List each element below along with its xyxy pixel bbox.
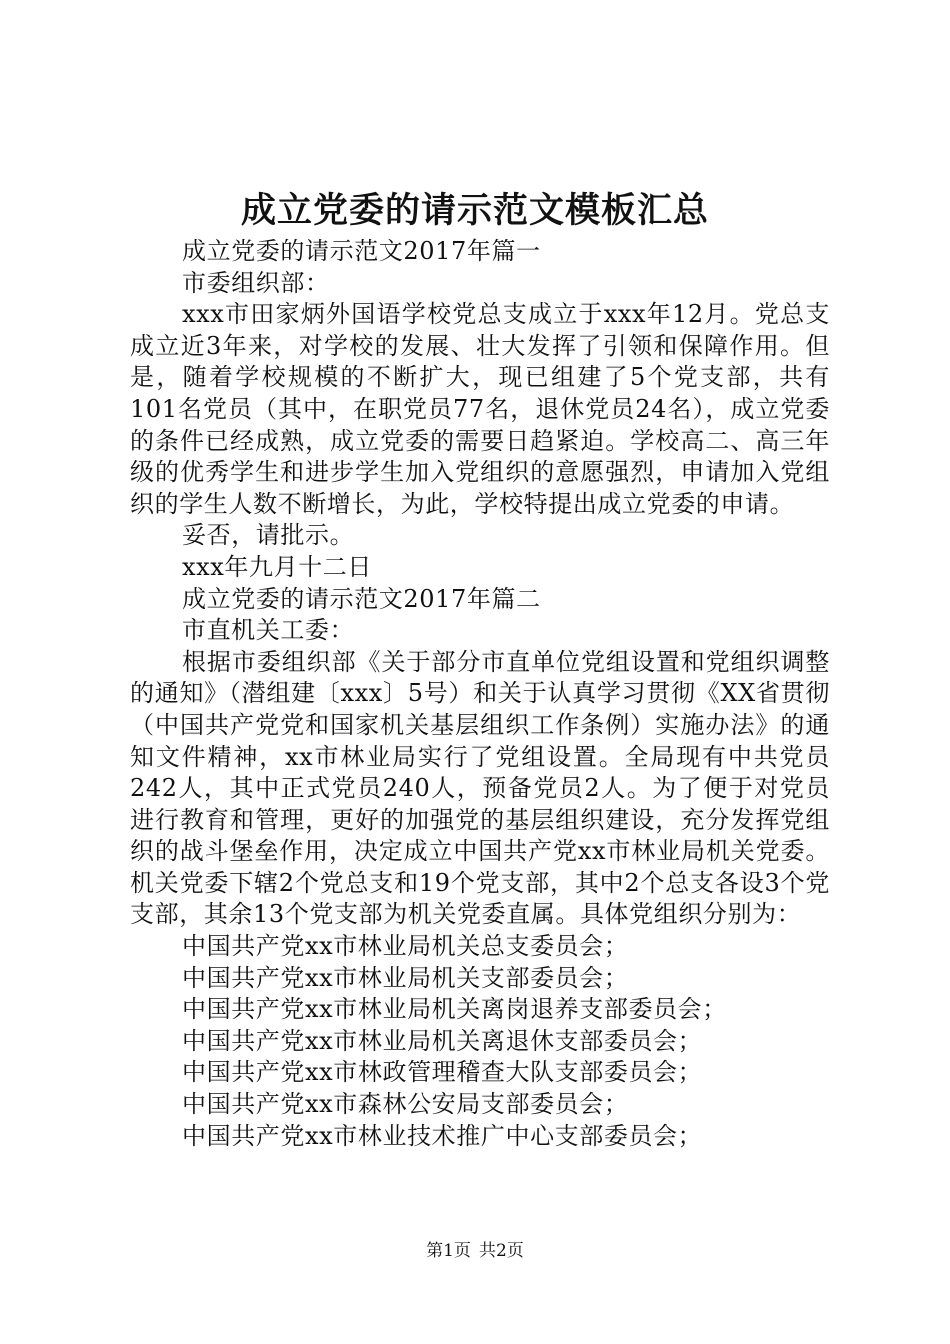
org-list-item: 中国共产党xx市林业技术推广中心支部委员会；: [182, 1121, 703, 1150]
closing-request: 妥否，请批示。: [182, 521, 355, 550]
org-list-item: 中国共产党xx市林业局机关总支委员会；: [182, 932, 629, 961]
page-footer: [0, 1240, 950, 1262]
page-total: 共2页: [479, 1241, 524, 1261]
section-heading-2: 成立党委的请示范文2017年篇二: [182, 584, 541, 613]
org-list-item: 中国共产党xx市林政管理稽查大队支部委员会；: [182, 1058, 703, 1087]
org-list-item: 中国共产党xx市林业局机关离退休支部委员会；: [182, 1026, 703, 1055]
body-paragraph-2: 根据市委组织部《关于部分市直单位党组设置和党组织调整的通知》（潜组建〔xxx〕5号）和关于认真学习贯彻《XX省贯彻（中国共产党党和国家机关基层组织工作条例）实施办法》的通知文件精神，xx市林业局实行了党组设置。全局现有中共党员242人，其中正式党员240人，预备党员2人。为了便于对党员进行教育和管理，更好的加强党的基层组织建设，充分发挥党组织的战斗堡垒作用，决定成立中国共产党xx市林业局机关党委。机关党委下辖2个党总支和19个党支部，其中2个总支各设3个党支部，其余13个党支部为机关党委直属。具体党组织分别为：: [130, 647, 830, 929]
page-number: 第1页: [426, 1241, 471, 1261]
document-body: [130, 236, 830, 1152]
section-heading-1: 成立党委的请示范文2017年篇一: [182, 237, 541, 265]
document-title: 成立党委的请示范文模板汇总: [240, 190, 709, 231]
org-list-item: 中国共产党xx市林业局机关支部委员会；: [182, 963, 629, 992]
addressee-2: 市直机关工委：: [182, 616, 355, 645]
addressee-1: 市委组织部：: [182, 268, 330, 297]
body-paragraph-1: xxx市田家炳外国语学校党总支成立于xxx年12月。党总支成立近3年来，对学校的发展、壮大发挥了引领和保障作用。但是，随着学校规模的不断扩大，现已组建了5个党支部，共有101名党员（其中，在职党员77名，退休党员24名），成立党委的条件已经成熟，成立党委的需要日趋紧迫。学校高二、高三年级的优秀学生和进步学生加入党组织的意愿强烈，申请加入党组织的学生人数不断增长，为此，学校特提出成立党委的申请。: [130, 300, 830, 518]
org-list-item: 中国共产党xx市林业局机关离岗退养支部委员会；: [182, 995, 727, 1024]
org-list-item: 中国共产党xx市森林公安局支部委员会；: [182, 1090, 629, 1119]
date-line: xxx年九月十二日: [182, 552, 373, 581]
